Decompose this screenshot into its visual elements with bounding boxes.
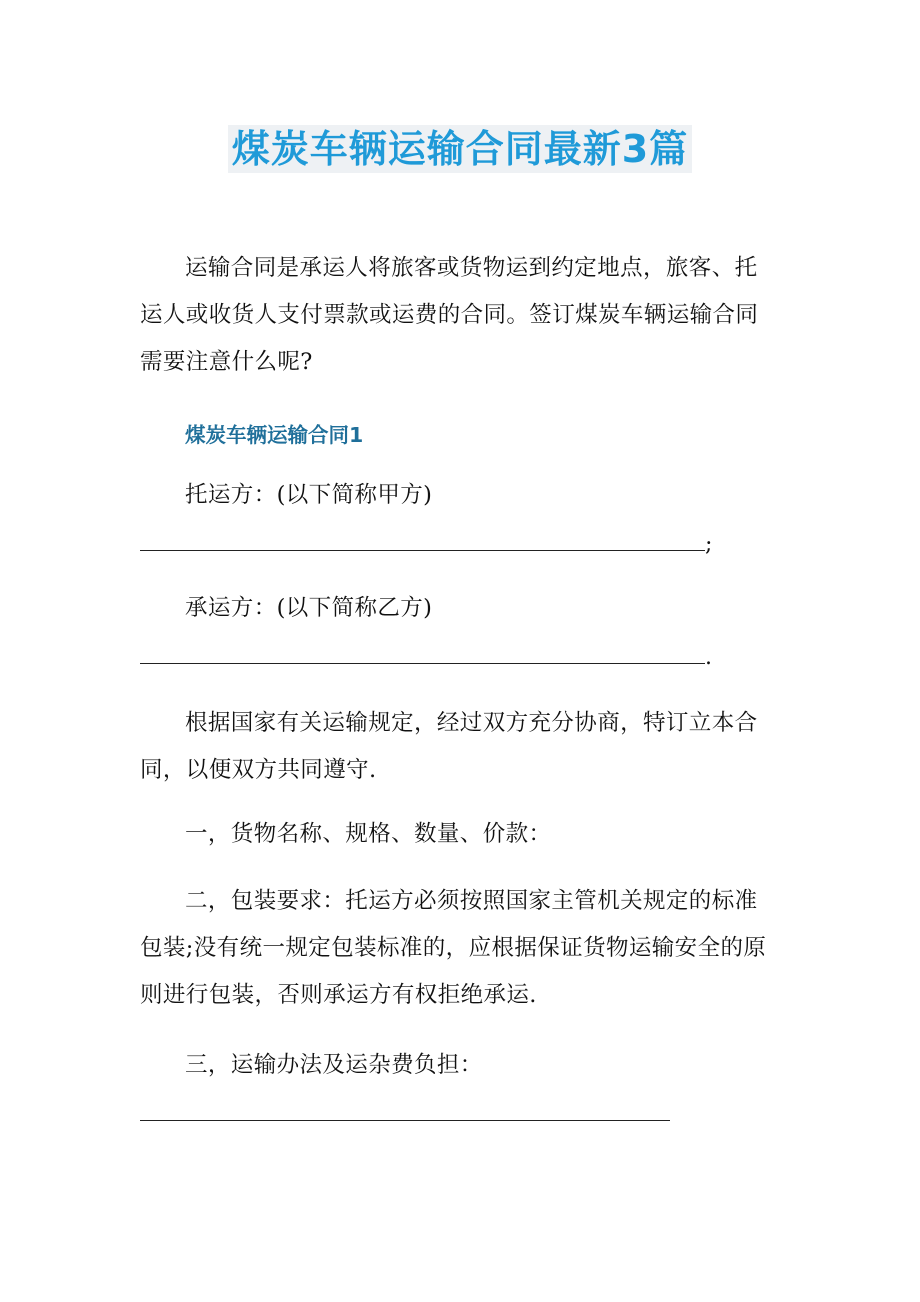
carrier-blank-line xyxy=(140,643,712,673)
basis-paragraph: 根据国家有关运输规定，经过双方充分协商，特订立本合同，以便双方共同遵守. xyxy=(140,710,758,783)
shipper-label: 托运方：(以下简称甲方) xyxy=(185,482,433,508)
clause-2: 二，包装要求：托运方必须按照国家主管机关规定的标准包装;没有统一规定包装标准的，应根据保证货物运输安全的原则进行包装，否则承运方有权拒绝承运. xyxy=(140,888,767,1008)
clause-3: 三，运输办法及运杂费负担： xyxy=(185,1052,483,1078)
fill-in-rule xyxy=(140,534,705,551)
shipper-blank-line xyxy=(140,530,712,560)
document-title: 煤炭车辆运输合同最新3篇 xyxy=(0,118,920,173)
clause-3-blank-line xyxy=(140,1100,670,1130)
section-heading: 煤炭车辆运输合同1 xyxy=(185,423,364,447)
clause-1: 一，货物名称、规格、数量、价款： xyxy=(185,821,552,847)
intro-paragraph: 运输合同是承运人将旅客或货物运到约定地点，旅客、托运人或收货人支付票款或运费的合同。签订煤炭车辆运输合同需要注意什么呢? xyxy=(140,255,759,375)
fill-in-rule xyxy=(140,1104,670,1121)
carrier-label: 承运方：(以下简称乙方) xyxy=(185,595,433,621)
shipper-blank-end: ; xyxy=(705,532,713,557)
fill-in-rule xyxy=(140,647,705,664)
carrier-blank-end: . xyxy=(705,645,712,670)
